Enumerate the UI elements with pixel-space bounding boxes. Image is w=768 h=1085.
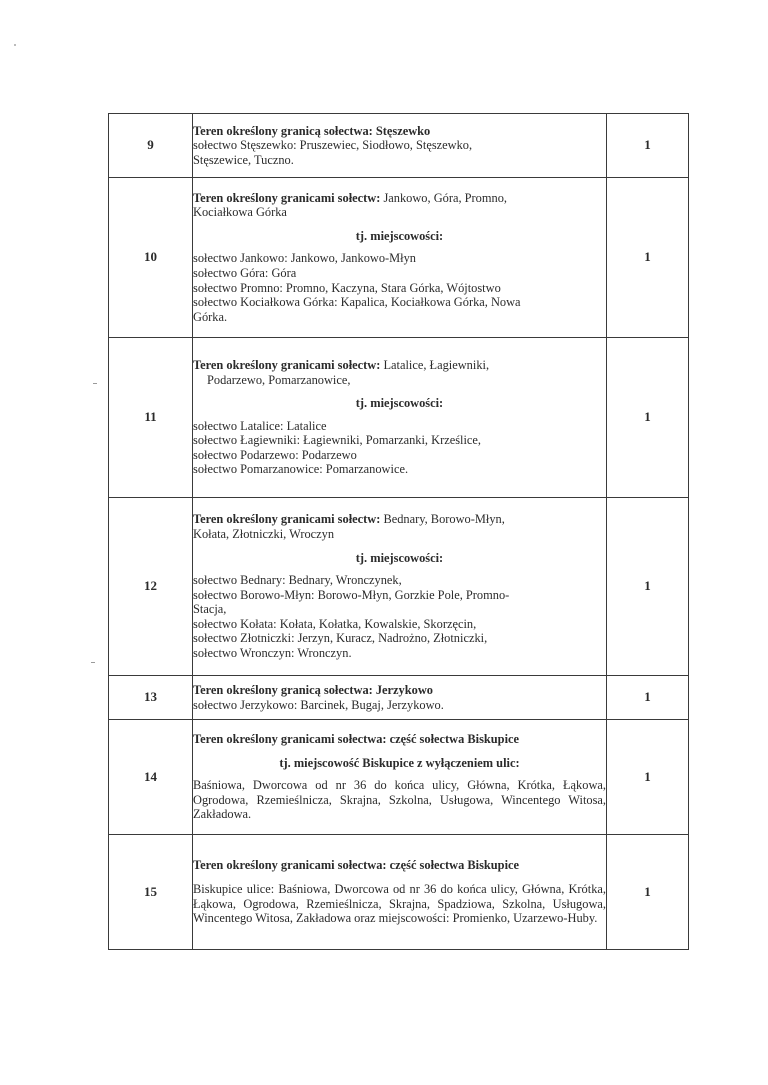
- description-line: Górka.: [193, 309, 228, 324]
- row-number: 9: [109, 114, 193, 178]
- row-description: [193, 835, 607, 950]
- row-number: 14: [109, 720, 193, 835]
- row-description: [193, 114, 607, 178]
- row-title-rest: Latalice, Łagiewniki,: [380, 357, 490, 372]
- row-description: [193, 720, 607, 835]
- row-count: 1: [607, 178, 689, 338]
- row-subheading: tj. miejscowości:: [355, 228, 444, 243]
- row-subheading: tj. miejscowości:: [355, 550, 444, 565]
- row-title-line2: Kołata, Złotniczki, Wroczyn: [193, 526, 335, 541]
- description-line: sołectwo Latalice: Latalice: [193, 418, 327, 433]
- description-line: sołectwo Stęszewko: Pruszewiec, Siodłowo, Stęszewko,: [193, 138, 473, 153]
- description-line: sołectwo Kołata: Kołata, Kołatka, Kowalskie, Skorzęcin,: [193, 616, 477, 631]
- description-line: sołectwo Promno: Promno, Kaczyna, Stara Górka, Wójtostwo: [193, 280, 501, 295]
- row-title: Teren określony granicami sołectw:: [193, 357, 381, 372]
- description-line: sołectwo Kociałkowa Górka: Kapalica, Kociałkowa Górka, Nowa: [193, 295, 521, 310]
- row-subheading: tj. miejscowości:: [355, 396, 444, 411]
- scan-artifact: [91, 662, 95, 663]
- description-line: sołectwo Jankowo: Jankowo, Jankowo-Młyn: [193, 251, 417, 266]
- row-number: 11: [109, 338, 193, 498]
- row-description: [193, 498, 607, 676]
- row-number: 12: [109, 498, 193, 676]
- row-title-line2: Kociałkowa Górka: [193, 205, 287, 220]
- row-title: Teren określony granicami sołectwa: część sołectwa Biskupice: [193, 732, 520, 747]
- scan-artifact: [14, 44, 16, 46]
- table-row: [109, 338, 689, 498]
- description-line: sołectwo Borowo-Młyn: Borowo-Młyn, Gorzkie Pole, Promno-: [193, 587, 510, 602]
- table-row: [109, 498, 689, 676]
- row-description: [193, 338, 607, 498]
- districts-table: [108, 113, 689, 950]
- table-row: [109, 676, 689, 720]
- row-count: 1: [607, 338, 689, 498]
- row-count: 1: [607, 676, 689, 720]
- row-description: [193, 178, 607, 338]
- row-title-rest: Jankowo, Góra, Promno,: [380, 190, 507, 205]
- row-paragraph: Baśniowa, Dworcowa od nr 36 do końca ulicy, Główna, Krótka, Łąkowa, Ogrodowa, Rzemieślnicza, Skrajna, Szkolna, Usługowa, Wincentego Witosa, Zakładowa.: [193, 778, 606, 822]
- scan-artifact: [93, 383, 97, 384]
- row-number: 13: [109, 676, 193, 720]
- description-line: sołectwo Jerzykowo: Barcinek, Bugaj, Jerzykowo.: [193, 697, 444, 712]
- description-line: sołectwo Pomarzanowice: Pomarzanowice.: [193, 462, 409, 477]
- description-line: sołectwo Podarzewo: Podarzewo: [193, 447, 357, 462]
- row-count: 1: [607, 720, 689, 835]
- row-title-line2: Podarzewo, Pomarzanowice,: [207, 372, 351, 387]
- row-title: Teren określony granicami sołectw:: [193, 512, 381, 527]
- description-line: sołectwo Wronczyn: Wronczyn.: [193, 646, 352, 661]
- row-description: [193, 676, 607, 720]
- description-line: sołectwo Bednary: Bednary, Wronczynek,: [193, 573, 402, 588]
- row-title: Teren określony granicą sołectwa: Jerzykowo: [193, 682, 433, 697]
- row-count: 1: [607, 498, 689, 676]
- row-number: 15: [109, 835, 193, 950]
- description-line: Stacja,: [193, 602, 227, 617]
- row-title: Teren określony granicami sołectw:: [193, 190, 381, 205]
- row-title: Teren określony granicami sołectwa: część sołectwa Biskupice: [193, 858, 520, 873]
- table-row: [109, 114, 689, 178]
- description-line: sołectwo Góra: Góra: [193, 266, 297, 280]
- row-count: 1: [607, 114, 689, 178]
- table-row: [109, 178, 689, 338]
- row-number: 10: [109, 178, 193, 338]
- row-title: Teren określony granicą sołectwa: Stęszewko: [193, 123, 431, 138]
- row-count: 1: [607, 835, 689, 950]
- description-line: sołectwo Złotniczki: Jerzyn, Kuracz, Nadrożno, Złotniczki,: [193, 631, 488, 646]
- row-title-rest: Bednary, Borowo-Młyn,: [380, 512, 505, 527]
- description-line: sołectwo Łagiewniki: Łagiewniki, Pomarzanki, Krześlice,: [193, 433, 481, 448]
- row-subheading: tj. miejscowość Biskupice z wyłączeniem ulic:: [279, 755, 520, 770]
- table-row: [109, 835, 689, 950]
- row-paragraph: Biskupice ulice: Baśniowa, Dworcowa od nr 36 do końca ulicy, Główna, Krótka, Łąkowa, Ogrodowa, Rzemieślnicza, Skrajna, Spadziowa, Szkolna, Usługowa, Wincentego Witosa, Zakładowa oraz miejscowości: Promienko, Uzarzewo-Huby.: [193, 881, 606, 926]
- table-row: [109, 720, 689, 835]
- description-line: Stęszewice, Tuczno.: [193, 152, 294, 167]
